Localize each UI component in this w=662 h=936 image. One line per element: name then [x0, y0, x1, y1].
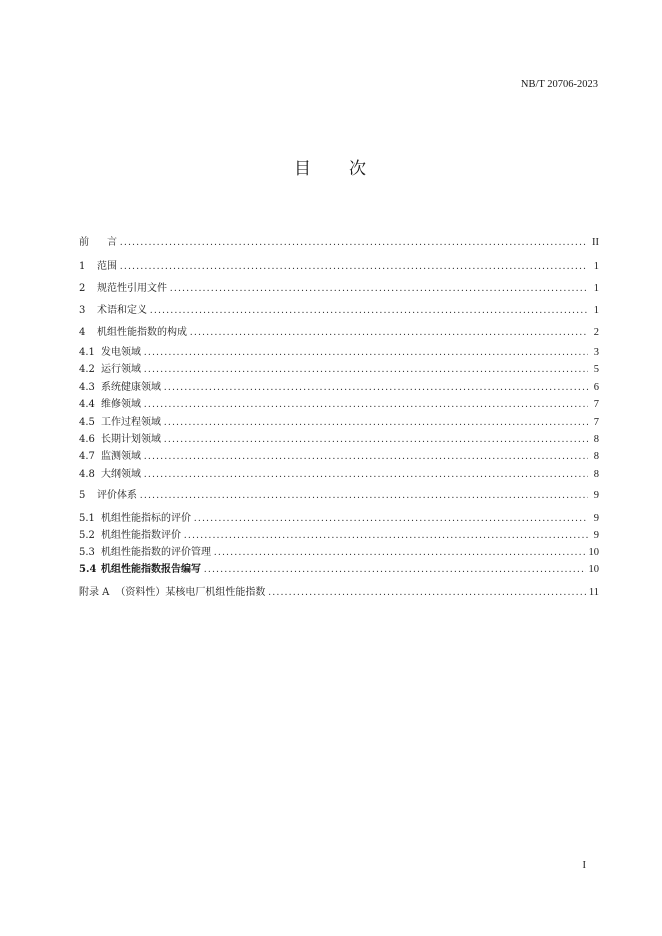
toc-entry-label: 前 言 — [79, 237, 117, 248]
toc-entry[interactable] — [79, 381, 599, 395]
toc-entry-page: 2 — [593, 327, 599, 338]
toc-entry-page: 9 — [593, 490, 599, 501]
toc-entry-label: 4.5 工作过程领域 — [79, 417, 161, 428]
dot-leader — [194, 512, 588, 526]
toc-entry-label: 5.2 机组性能指数评价 — [79, 530, 181, 541]
toc-entry[interactable] — [79, 326, 599, 340]
toc-entry[interactable] — [79, 416, 599, 430]
toc-entry-label: 4.3 系统健康领域 — [79, 382, 161, 393]
toc-entry-page: 1 — [593, 261, 599, 272]
toc-title — [0, 154, 662, 179]
dot-leader — [268, 586, 585, 600]
dot-leader — [164, 381, 588, 395]
dot-leader — [144, 450, 588, 464]
toc-entry[interactable] — [79, 260, 599, 274]
toc-entry-page: 10 — [588, 547, 599, 558]
toc-entry-page: 7 — [593, 399, 599, 410]
dot-leader — [144, 398, 588, 412]
toc-entry-page: 11 — [588, 587, 599, 598]
toc-entry-foreword[interactable] — [79, 236, 599, 250]
toc-entry-page: 8 — [593, 469, 599, 480]
dot-leader — [204, 563, 586, 577]
toc-entry-label: 4 机组性能指数的构成 — [79, 327, 187, 338]
toc-title-part-1: 目 — [294, 159, 313, 179]
toc-entry-label: 4.1 发电领域 — [79, 347, 141, 358]
toc-entry-page: 6 — [593, 382, 599, 393]
toc-entry-label: 4.8 大纲领域 — [79, 469, 141, 480]
toc-entry[interactable] — [79, 304, 599, 318]
toc-entry-page: 9 — [593, 513, 599, 524]
toc-entry[interactable] — [79, 529, 599, 543]
toc-entry-label: 4.2 运行领域 — [79, 364, 141, 375]
toc-entry-label: 4.6 长期计划领域 — [79, 434, 161, 445]
toc-entry-page: 7 — [593, 417, 599, 428]
dot-leader — [144, 346, 588, 360]
toc-entry[interactable] — [79, 363, 599, 377]
toc-entry-label: 5.3 机组性能指数的评价管理 — [79, 547, 211, 558]
page-number: I — [582, 860, 586, 871]
toc-entry-page: 3 — [593, 347, 599, 358]
toc-entry[interactable] — [79, 346, 599, 360]
toc-entry-label: 5.1 机组性能指标的评价 — [79, 513, 191, 524]
toc-entry[interactable] — [79, 450, 599, 464]
toc-entry-label: 附录 A （资料性）某核电厂机组性能指数 — [79, 587, 266, 598]
toc-entry[interactable] — [79, 512, 599, 526]
toc-entry[interactable] — [79, 433, 599, 447]
dot-leader — [164, 416, 588, 430]
toc-entry-page: 9 — [593, 530, 599, 541]
toc-entry-label: 4.4 维修领域 — [79, 399, 141, 410]
toc-entry-page: 5 — [593, 364, 599, 375]
dot-leader — [144, 468, 588, 482]
toc-title-part-2: 次 — [349, 159, 368, 179]
toc-entry-label: 2 规范性引用文件 — [79, 283, 167, 294]
toc-entry-page: 8 — [593, 434, 599, 445]
toc-entry-label: 1 范围 — [79, 261, 117, 272]
toc-entry[interactable] — [79, 282, 599, 296]
toc-entry-label: 3 术语和定义 — [79, 305, 147, 316]
toc-entry-page: II — [592, 237, 599, 248]
toc-entry-page: 1 — [593, 305, 599, 316]
dot-leader — [214, 546, 586, 560]
dot-leader — [140, 489, 588, 503]
dot-leader — [120, 260, 588, 274]
dot-leader — [120, 236, 588, 250]
toc-entry[interactable] — [79, 546, 599, 560]
dot-leader — [190, 326, 588, 340]
dot-leader — [150, 304, 588, 318]
dot-leader — [184, 529, 588, 543]
dot-leader — [164, 433, 588, 447]
toc-entry-page: 8 — [593, 451, 599, 462]
toc-entry-label: 5 评价体系 — [79, 490, 137, 501]
toc-entry[interactable] — [79, 398, 599, 412]
toc-entry-page: 10 — [588, 564, 599, 575]
standard-number: NB/T 20706-2023 — [520, 79, 598, 90]
toc-entry-page: 1 — [593, 283, 599, 294]
toc-entry-label: 4.7 监测领域 — [79, 451, 141, 462]
dot-leader — [170, 282, 588, 296]
toc-entry-appendix[interactable] — [79, 586, 599, 600]
toc-entry[interactable] — [79, 468, 599, 482]
toc-entry[interactable] — [79, 489, 599, 503]
toc-entry[interactable] — [79, 563, 599, 577]
dot-leader — [144, 363, 588, 377]
toc-entry-label: 5.4 机组性能指数报告编写 — [79, 564, 201, 575]
